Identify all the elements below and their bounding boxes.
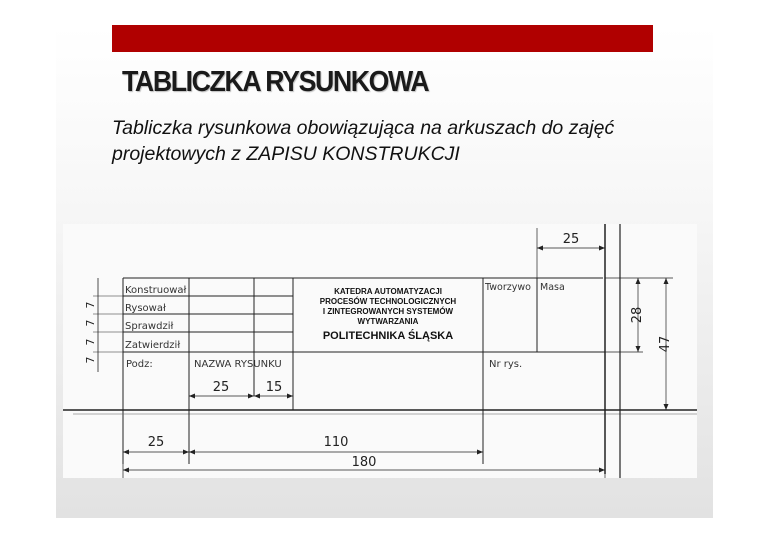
tworzywo-label: Tworzywo bbox=[485, 282, 531, 293]
dim-name-15: 15 bbox=[265, 380, 283, 395]
slide-subtitle bbox=[112, 115, 712, 167]
slide-title: TABLICZKA RYSUNKOWA bbox=[122, 66, 429, 98]
dim-right-28: 28 bbox=[630, 306, 645, 324]
dim-right-47: 47 bbox=[658, 335, 673, 353]
dim-bottom-110: 110 bbox=[323, 435, 349, 450]
university-name: POLITECHNIKA ŚLĄSKA bbox=[322, 330, 454, 342]
row-label-konstruowal: Konstruował bbox=[125, 285, 187, 296]
institution-line-4: WYTWARZANIA bbox=[357, 317, 419, 326]
dim-name-25: 25 bbox=[212, 380, 230, 395]
dim-bottom-25: 25 bbox=[147, 435, 165, 450]
masa-label: Masa bbox=[540, 282, 565, 293]
podz-label: Podz: bbox=[126, 359, 153, 370]
dim-left-7-d: 7 bbox=[84, 356, 97, 364]
title-block-svg bbox=[63, 224, 697, 478]
title-block-drawing bbox=[63, 224, 697, 478]
institution-line-3: I ZINTEGROWANYCH SYSTEMÓW bbox=[322, 307, 454, 316]
dim-left-7-b: 7 bbox=[84, 319, 97, 327]
subtitle-line-2: projektowych z ZAPISU KONSTRUKCJI bbox=[112, 143, 460, 165]
dim-left-7-a: 7 bbox=[84, 301, 97, 309]
row-label-rysowal: Rysował bbox=[125, 303, 166, 314]
institution-line-1: KATEDRA AUTOMATYZACJI bbox=[334, 287, 442, 296]
accent-bar bbox=[112, 25, 653, 52]
dim-top-25: 25 bbox=[562, 232, 580, 247]
institution-line-2: PROCESÓW TECHNOLOGICZNYCH bbox=[319, 297, 457, 306]
row-label-zatwierdzil: Zatwierdził bbox=[125, 340, 181, 351]
nazwa-rysunku-label: NAZWA RYSUNKU bbox=[194, 359, 282, 370]
nr-rys-label: Nr rys. bbox=[489, 359, 523, 370]
dim-left-7-c: 7 bbox=[84, 338, 97, 346]
subtitle-line-1: Tabliczka rysunkowa obowiązująca na arkuszach do zajęć bbox=[112, 117, 615, 139]
dim-bottom-180: 180 bbox=[351, 455, 377, 470]
row-label-sprawdzil: Sprawdził bbox=[125, 321, 174, 332]
